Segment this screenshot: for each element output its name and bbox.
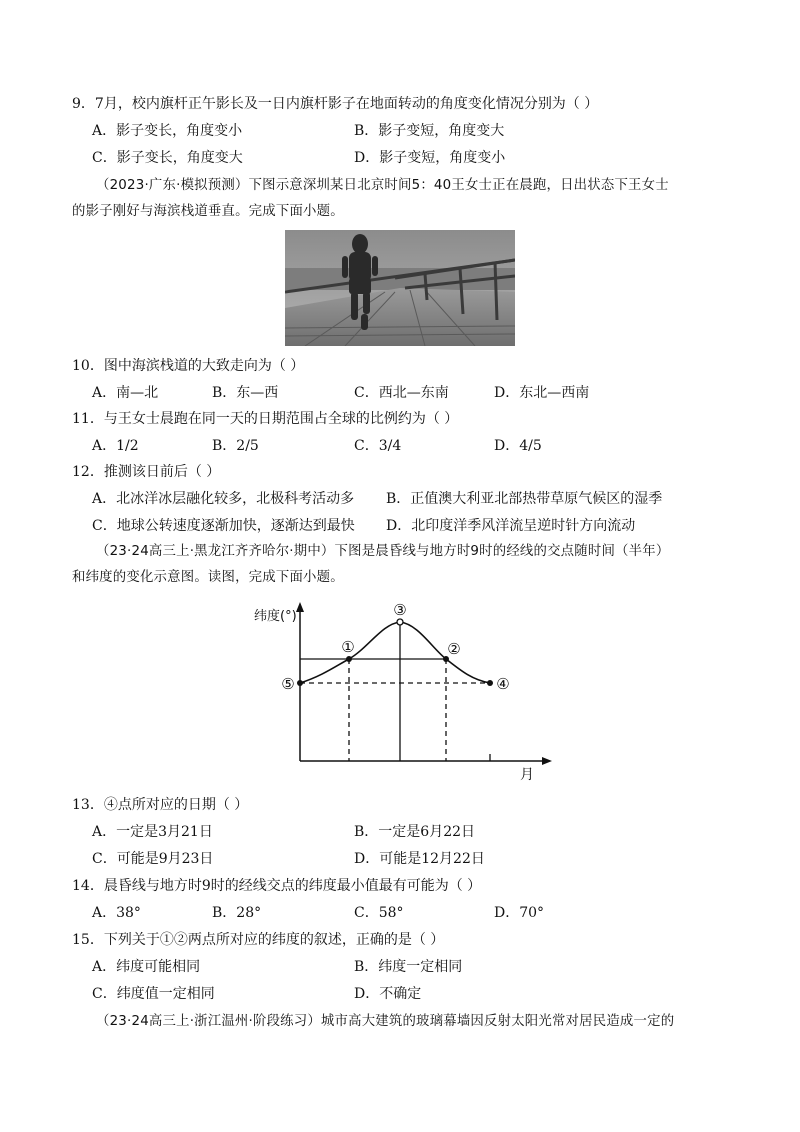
q14-option-d: D．70° — [494, 905, 545, 921]
q12-option-c: C．地球公转速度逐渐加快，逐渐达到最快 — [92, 518, 355, 534]
q11-option-a: A．1/2 — [92, 438, 139, 454]
q13-option-b: B．一定是6月22日 — [354, 824, 476, 840]
point-3-label: ③ — [393, 601, 407, 619]
q12-stem: 12．推测该日前后（ ） — [72, 464, 221, 480]
q12-option-a: A．北冰洋冰层融化较多，北极科考活动多 — [92, 491, 355, 507]
y-axis-arrow — [296, 602, 304, 612]
intro2-line2: 和纬度的变化示意图。读图，完成下面小题。 — [72, 570, 344, 585]
q9-option-d: D．影子变短，角度变小 — [354, 150, 506, 166]
q15-option-d: D．不确定 — [354, 986, 422, 1002]
intro1-line2: 的影子刚好与海滨栈道垂直。完成下面小题。 — [72, 204, 344, 219]
q9-option-b: B．影子变短，角度变大 — [354, 123, 505, 139]
intro2-line1: （23·24高三上·黑龙江齐齐哈尔·期中）下图是晨昏线与地方时9时的经线的交点随时间（半年） — [96, 544, 670, 559]
q14-option-c: C．58° — [354, 905, 404, 921]
q12-option-d: D．北印度洋季风洋流呈逆时针方向流动 — [386, 518, 636, 534]
point-5-label: ⑤ — [281, 675, 295, 693]
q10-option-a: A．南—北 — [92, 385, 159, 401]
q15-option-a: A．纬度可能相同 — [92, 959, 201, 975]
x-axis-label: 月 — [520, 767, 534, 783]
point-1-label: ① — [341, 638, 355, 656]
q13-option-a: A．一定是3月21日 — [92, 824, 213, 840]
q14-option-a: A．38° — [92, 905, 141, 921]
q14-option-b: B．28° — [212, 905, 262, 921]
q13-option-c: C．可能是9月23日 — [92, 851, 214, 867]
point-3-marker — [397, 619, 403, 625]
q12-option-b: B．正值澳大利亚北部热带草原气候区的湿季 — [386, 491, 663, 507]
q13-stem: 13．④点所对应的日期（ ） — [72, 797, 249, 813]
terminator-curve — [300, 622, 490, 683]
point-1-marker — [346, 656, 352, 662]
q15-option-b: B．纬度一定相同 — [354, 959, 463, 975]
q14-stem: 14．晨昏线与地方时9时的经线交点的纬度最小值最有可能为（ ） — [72, 878, 482, 894]
q15-option-c: C．纬度值一定相同 — [92, 986, 215, 1002]
q10-option-d: D．东北—西南 — [494, 385, 590, 401]
x-axis-arrow — [542, 757, 552, 765]
q11-stem: 11．与王女士晨跑在同一天的日期范围占全球的比例约为（ ） — [72, 411, 459, 427]
q13-option-d: D．可能是12月22日 — [354, 851, 485, 867]
q15-stem: 15．下列关于①②两点所对应的纬度的叙述，正确的是（ ） — [72, 932, 445, 948]
q9-stem: 9．7月，校内旗杆正午影长及一日内旗杆影子在地面转动的角度变化情况分别为（ ） — [72, 96, 599, 112]
q11-option-b: B．2/5 — [212, 438, 259, 454]
q11-option-d: D．4/5 — [494, 438, 542, 454]
q9-option-c: C．影子变长，角度变大 — [92, 150, 243, 166]
terminator-latitude-diagram — [250, 596, 560, 786]
q11-option-c: C．3/4 — [354, 438, 402, 454]
q10-option-b: B．东—西 — [212, 385, 279, 401]
y-axis-label: 纬度(°) — [254, 609, 297, 624]
q10-stem: 10．图中海滨栈道的大致走向为（ ） — [72, 358, 305, 374]
q9-option-a: A．影子变长，角度变小 — [92, 123, 243, 139]
intro3-line1: （23·24高三上·浙江温州·阶段练习）城市高大建筑的玻璃幕墙因反射太阳光常对居民造成一定的 — [96, 1014, 675, 1029]
runner-on-boardwalk-photo — [285, 230, 515, 346]
intro1-line1: （2023·广东·模拟预测）下图示意深圳某日北京时间5：40王女士正在晨跑，日出状态下王女士 — [96, 178, 669, 193]
point-4-marker — [487, 680, 493, 686]
point-4-label: ④ — [496, 675, 510, 693]
q10-option-c: C．西北—东南 — [354, 385, 449, 401]
point-5-marker — [297, 680, 303, 686]
point-2-label: ② — [447, 640, 461, 658]
